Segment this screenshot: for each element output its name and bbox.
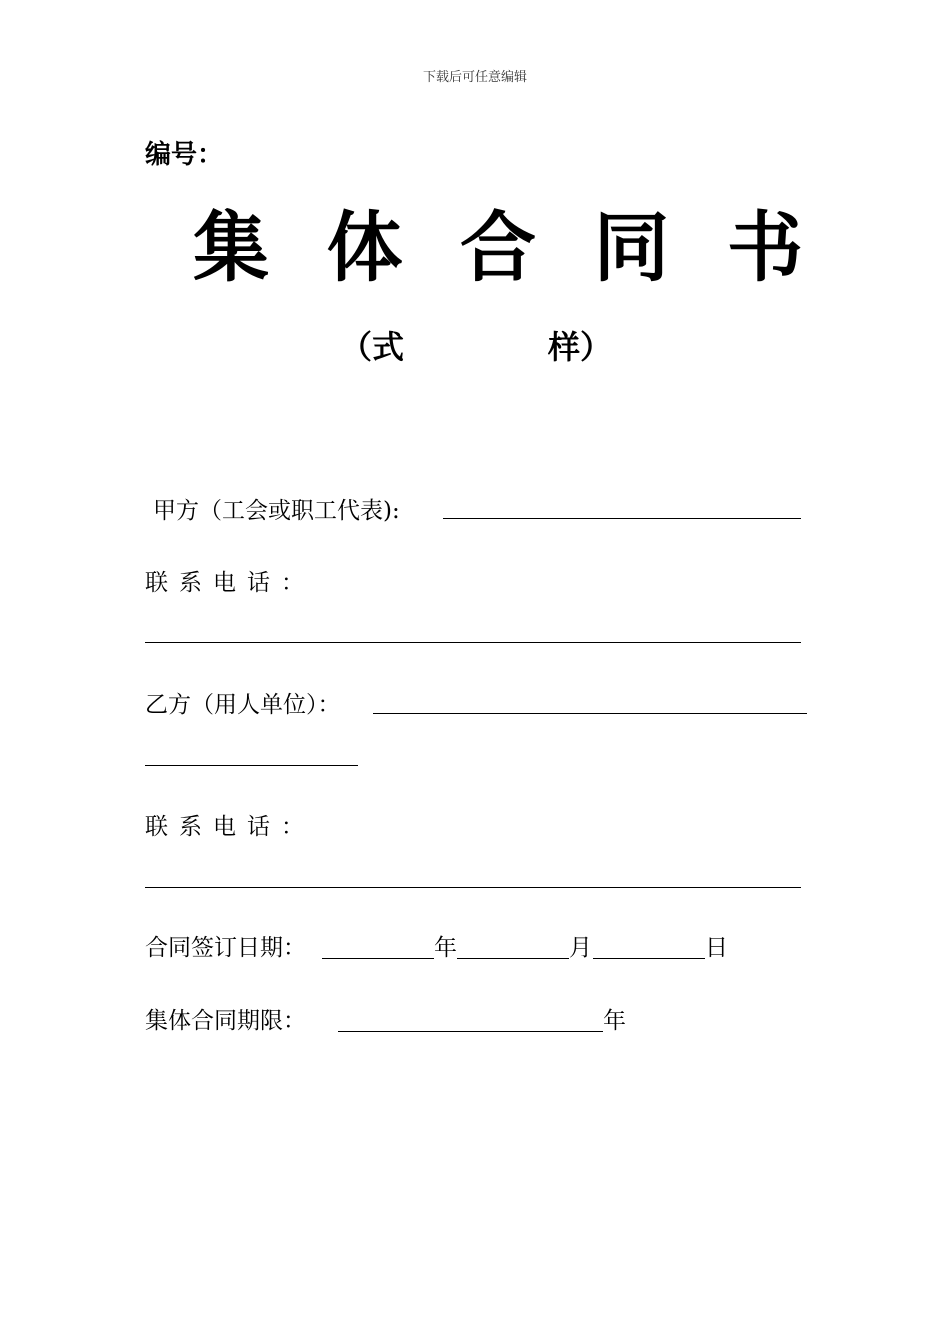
title-char: 合 bbox=[460, 203, 536, 292]
document-subtitle bbox=[340, 322, 612, 368]
month-unit: 月 bbox=[569, 935, 592, 961]
title-char: 同 bbox=[593, 203, 670, 292]
sign-month-field[interactable] bbox=[457, 958, 569, 959]
sign-day-field[interactable] bbox=[593, 958, 705, 959]
party-a-field[interactable] bbox=[443, 518, 801, 519]
subtitle-open: （式 bbox=[340, 328, 405, 366]
year-unit: 年 bbox=[434, 935, 457, 961]
serial-number-label: 编号： bbox=[145, 140, 224, 170]
sign-date-label: 合同签订日期： bbox=[145, 935, 306, 961]
term-label: 集体合同期限： bbox=[145, 1008, 306, 1034]
party-b-phone-field[interactable] bbox=[145, 887, 801, 888]
party-a-label: 甲方（工会或职工代表): bbox=[153, 498, 400, 524]
term-unit: 年 bbox=[603, 1008, 626, 1034]
document-title bbox=[193, 200, 803, 296]
party-b-phone-label: 联系电话： bbox=[145, 814, 315, 840]
sign-year-field[interactable] bbox=[322, 958, 434, 959]
subtitle-close: 样） bbox=[547, 328, 612, 366]
party-b-field-continued[interactable] bbox=[145, 765, 358, 766]
term-field[interactable] bbox=[338, 1031, 603, 1032]
header-note: 下载后可任意编辑 bbox=[422, 70, 527, 85]
title-char: 书 bbox=[727, 203, 803, 292]
party-b-label: 乙方（用人单位）： bbox=[145, 692, 341, 718]
title-char: 集 bbox=[193, 203, 269, 292]
title-char: 体 bbox=[326, 203, 403, 292]
party-b-field[interactable] bbox=[373, 713, 807, 714]
party-a-phone-label: 联系电话： bbox=[145, 570, 315, 596]
party-a-phone-field[interactable] bbox=[145, 642, 801, 643]
day-unit: 日 bbox=[705, 935, 728, 961]
